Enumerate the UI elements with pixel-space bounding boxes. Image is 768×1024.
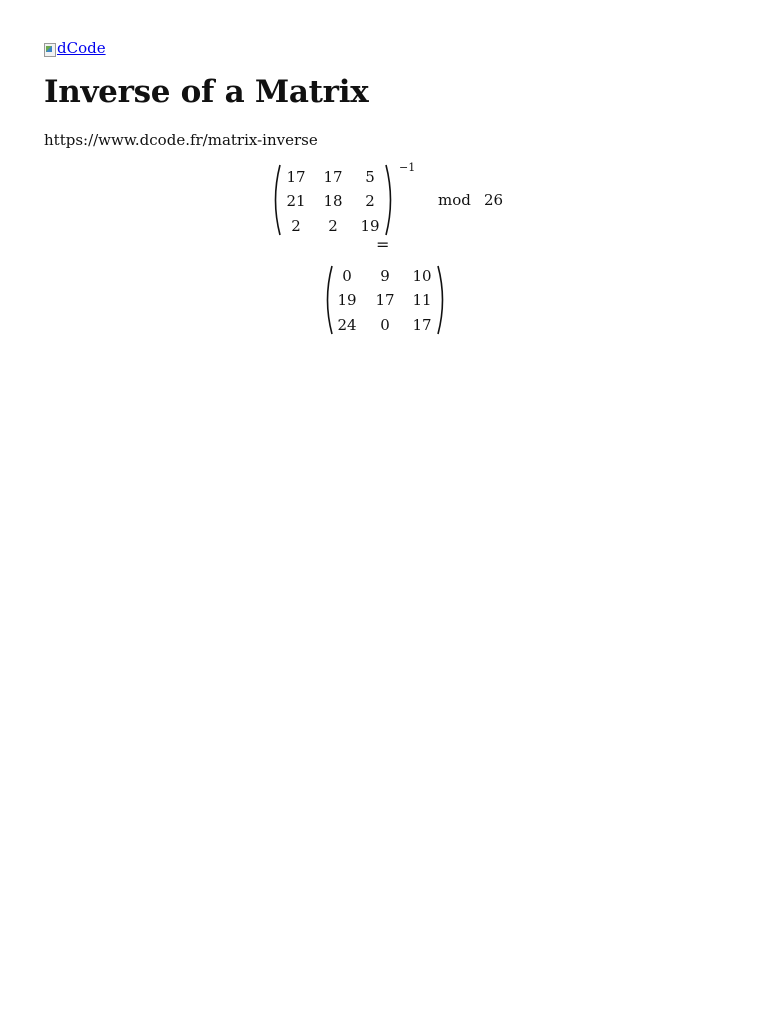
matrix-cell: 17: [375, 291, 395, 309]
modulus-value: 26: [484, 191, 504, 209]
matrix-cell: 2: [291, 217, 301, 235]
matrix-cell: 0: [342, 267, 352, 285]
right-paren-icon: [384, 163, 396, 237]
broken-image-icon: [44, 43, 56, 57]
page-title: Inverse of a Matrix: [44, 74, 369, 110]
matrix-cell: 10: [412, 267, 432, 285]
matrix-cell: 18: [323, 192, 343, 210]
inverse-exponent: −1: [399, 161, 416, 174]
matrix-cell: 9: [380, 267, 390, 285]
dcode-logo-link[interactable]: [44, 39, 106, 57]
result-matrix: [322, 264, 448, 336]
matrix-cell: 2: [328, 217, 338, 235]
matrix-cell: 21: [286, 192, 306, 210]
matrix-cell: 11: [412, 291, 432, 309]
mod-label: mod: [438, 191, 471, 209]
equals-sign: =: [376, 235, 390, 254]
matrix-cell: 19: [337, 291, 357, 309]
matrix-cell: 17: [323, 168, 343, 186]
matrix-cell: 2: [365, 192, 375, 210]
matrix-cell: 19: [360, 217, 380, 235]
input-matrix: [270, 163, 396, 237]
matrix-cell: 24: [337, 316, 357, 334]
source-url: https://www.dcode.fr/matrix-inverse: [44, 131, 318, 149]
logo-alt-text: dCode: [57, 39, 106, 57]
matrix-cell: 0: [380, 316, 390, 334]
matrix-cell: 17: [286, 168, 306, 186]
right-paren-icon: [436, 264, 448, 336]
matrix-cell: 17: [412, 316, 432, 334]
matrix-cell: 5: [365, 168, 375, 186]
